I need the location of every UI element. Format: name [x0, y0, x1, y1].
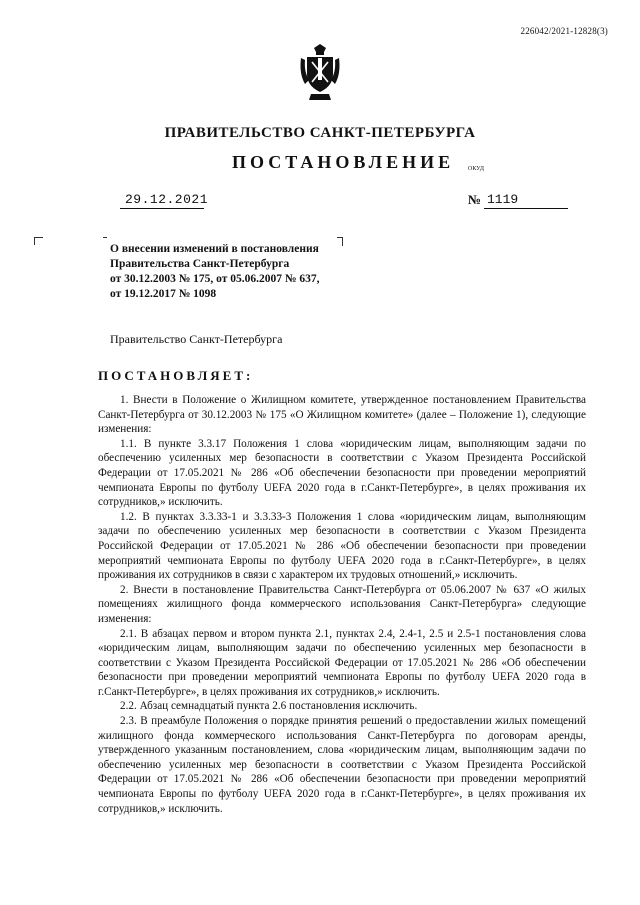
paragraph: 2.3. В преамбуле Положения о порядке принятия решений о предоставлении жилых помещений жилищного фонда коммерческого использования Санкт-Петербурга по договорам аренды, утвержденного указанным постановлением, слова «юридическим лицам, выполняющим задачи по обеспечению усиленных мер безопасности в соответствии с Указом Президента Российской Федерации от 17.05.2021 № 286 «Об обеспечении безопасности при проведении мероприятий чемпионата Европы по футболу UEFA 2020 года в г.Санкт-Петербурге», в целях проживания их сотрудников,» исключить.	[98, 715, 586, 815]
corner-mark-subject-left	[103, 237, 107, 243]
subject-line: Правительства Санкт-Петербурга	[110, 258, 290, 270]
document-number: 1119	[487, 192, 519, 207]
paragraph: 2.1. В абзацах первом и втором пункта 2.1, пунктах 2.4, 2.4-1, 2.5 и 2.5-1 постановления слова «юридическим лицам, выполняющим задачи по обеспечению усиленных мер безопасности в соответствии с Указом Президента Российской Федерации от 17.05.2021 № 286 «Об обеспечении безопасности при проведении мероприятий чемпионата Европы по футболу UEFA 2020 года в г.Санкт-Петербурге», в целях проживания их сотрудников,» исключить.	[98, 627, 586, 698]
document-id: 226042/2021-12828(3)	[520, 26, 608, 36]
paragraph: 2. Внести в постановление Правительства Санкт-Петербурга от 05.06.2007 № 637 «О жилых помещениях жилищного фонда коммерческого использования Санкт-Петербурга» следующие изменения:	[98, 583, 586, 625]
number-label: №	[468, 192, 482, 207]
subject-line: от 30.12.2003 № 175, от 05.06.2007 № 637,	[110, 273, 320, 285]
document-date: 29.12.2021	[125, 192, 209, 207]
resolves-heading: ПОСТАНОВЛЯЕТ:	[98, 368, 254, 383]
government-title: ПРАВИТЕЛЬСТВО САНКТ-ПЕТЕРБУРГА	[164, 125, 476, 141]
document-type-title: ПОСТАНОВЛЕНИЕ	[232, 152, 455, 172]
date-underline	[120, 208, 204, 209]
number-underline	[484, 208, 568, 209]
paragraph: 1. Внести в Положение о Жилищном комитете, утвержденное постановлением Правительства Санкт-Петербурга от 30.12.2003 № 175 «О Жилищном комитете» (далее – Положение 1), следующие изменения:	[98, 394, 586, 436]
paragraph: 1.1. В пункте 3.3.17 Положения 1 слова «юридическим лицам, выполняющим задачи по обеспечению усиленных мер безопасности в соответствии с Указом Президента Российской Федерации от 17.05.2021 № 286 «Об обеспечении безопасности при проведении мероприятий чемпионата Европы по футболу UEFA 2020 года в г.Санкт-Петербурге», в целях проживания их сотрудников,» исключить.	[98, 437, 586, 509]
subject-line: О внесении изменений в постановления	[110, 243, 319, 255]
corner-mark-left	[34, 237, 43, 245]
paragraph: 2.2. Абзац семнадцатый пункта 2.6 постановления исключить.	[120, 700, 418, 713]
document-subject	[110, 242, 319, 302]
intro-text: Правительство Санкт-Петербурга	[110, 332, 283, 346]
subject-line: от 19.12.2017 № 1098	[110, 288, 217, 300]
paragraph: 1.2. В пунктах 3.3.33-1 и 3.3.33-3 Положения 1 слова «юридическим лицам, выполняющим задачи по обеспечению усиленных мер безопасности в соответствии с Указом Президента Российской Федерации от 17.05.2021 № 286 «Об обеспечении безопасности при проведении мероприятий чемпионата Европы по футболу UEFA 2020 года в г.Санкт-Петербурге», в целях проживания их сотрудников в связи с характером их трудовых отношений,» исключить.	[98, 510, 586, 582]
corner-mark-subject-right	[337, 237, 343, 246]
coat-of-arms-emblem	[297, 44, 343, 102]
okud-label: ОКУД	[468, 166, 484, 172]
document-body	[98, 393, 586, 816]
